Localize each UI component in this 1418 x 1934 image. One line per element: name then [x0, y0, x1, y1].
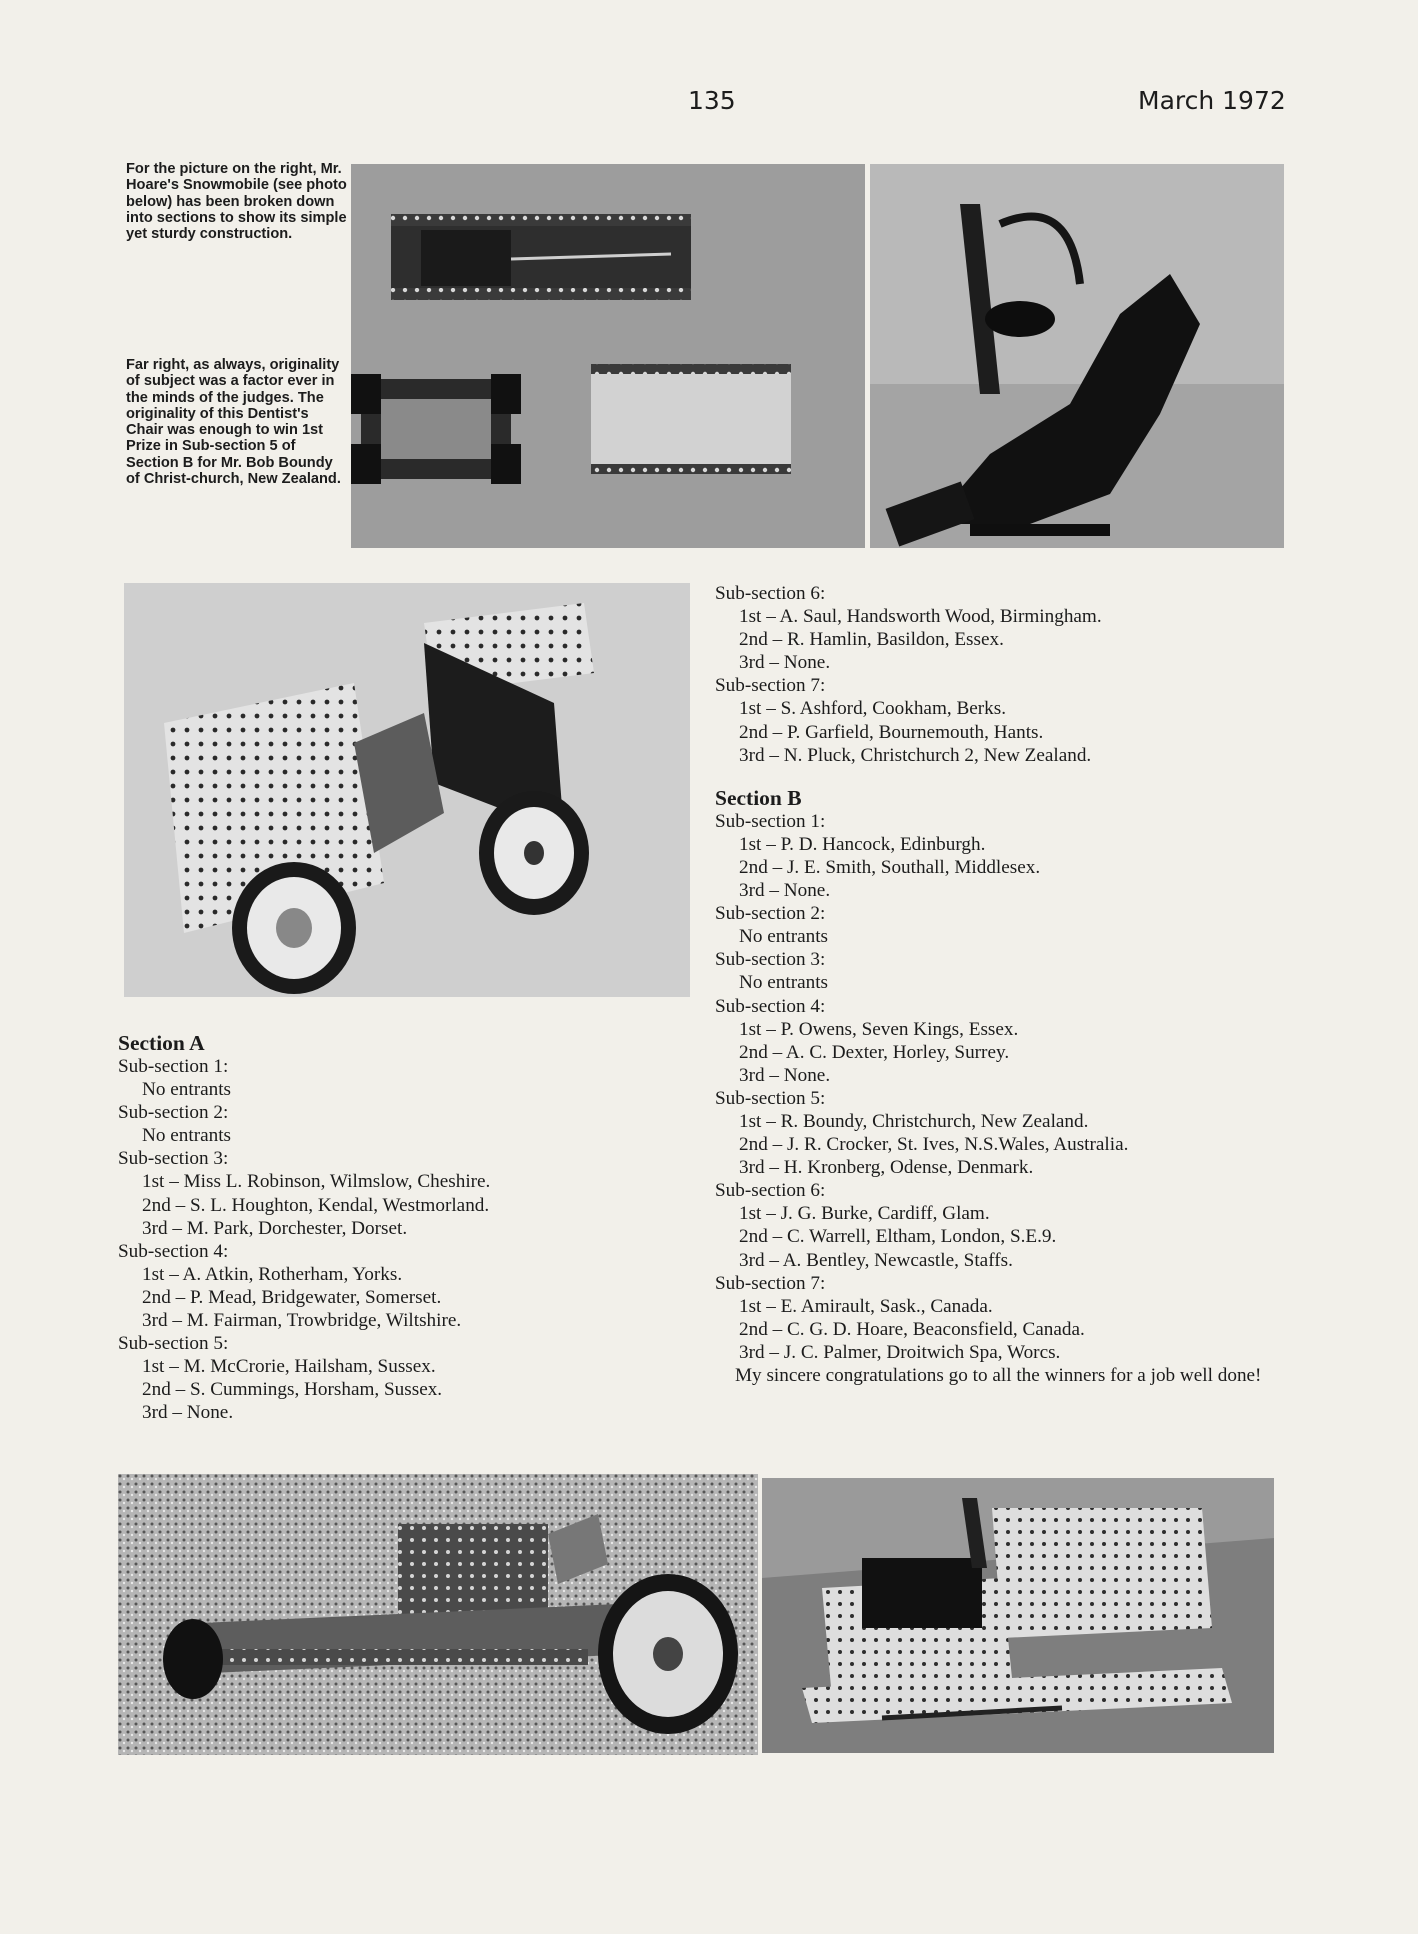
sub-section-label: Sub-section 2:: [118, 1102, 229, 1124]
entry-line: 3rd – N. Pluck, Christchurch 2, New Zealand.: [739, 744, 1092, 766]
page-number: 135: [688, 86, 736, 115]
entry-line: 3rd – None.: [739, 1064, 831, 1086]
issue-date: March 1972: [1138, 86, 1286, 115]
entry-line: 3rd – None.: [739, 652, 831, 674]
snowmobile-sections-photo: [351, 164, 865, 548]
entry-line: 2nd – J. E. Smith, Southall, Middlesex.: [739, 856, 1041, 878]
entry-line: 2nd – J. R. Crocker, St. Ives, N.S.Wales, Australia.: [739, 1134, 1129, 1156]
entry-line: 1st – P. Owens, Seven Kings, Essex.: [739, 1018, 1019, 1040]
section-a-title: Section A: [118, 1031, 205, 1055]
photo-caption-snowmobile: For the picture on the right, Mr. Hoare's Snowmobile (see photo below) has been broken down into sections to show its simple yet sturdy construction.: [126, 161, 347, 243]
sub-section-label: Sub-section 1:: [715, 810, 826, 832]
photo-caption-dentist-chair: Far right, as always, originality of subject was a factor ever in the minds of the judges. The originality of this Dentist's Chair was enough to win 1st Prize in Sub-section 5 of Section B for Mr. Bob Boundy of Christ-church, New Zealand.: [126, 357, 341, 488]
entry-line: No entrants: [739, 926, 828, 948]
entry-line: 1st – M. McCrorie, Hailsham, Sussex.: [142, 1356, 436, 1378]
section-b-title: Section B: [715, 785, 802, 810]
sub-section-label: Sub-section 1:: [118, 1056, 229, 1077]
entry-line: 3rd – J. C. Palmer, Droitwich Spa, Worcs.: [739, 1341, 1061, 1363]
sub-section-label: Sub-section 7:: [715, 675, 826, 697]
entry-line: 1st – A. Atkin, Rotherham, Yorks.: [142, 1263, 403, 1285]
entry-line: 3rd – H. Kronberg, Odense, Denmark.: [739, 1157, 1034, 1179]
entry-line: 2nd – C. Warrell, Eltham, London, S.E.9.: [739, 1226, 1057, 1248]
sub-section-label: Sub-section 7:: [715, 1272, 826, 1294]
sub-section-label: Sub-section 4:: [118, 1240, 229, 1262]
entry-line: 1st – J. G. Burke, Cardiff, Glam.: [739, 1203, 990, 1225]
closing-remark: My sincere congratulations go to all the winners for a job well done!: [735, 1365, 1262, 1386]
sub-section-label: Sub-section 2:: [715, 903, 826, 925]
entry-line: No entrants: [142, 1125, 231, 1147]
entry-line: 2nd – P. Garfield, Bournemouth, Hants.: [739, 721, 1044, 743]
entry-line: 3rd – M. Park, Dorchester, Dorset.: [142, 1217, 408, 1239]
entry-line: 1st – S. Ashford, Cookham, Berks.: [739, 698, 1007, 720]
gravel-vehicle-photo: [118, 1474, 758, 1755]
dentist-chair-photo: [870, 164, 1284, 548]
entry-line: 1st – A. Saul, Handsworth Wood, Birmingham.: [739, 606, 1102, 628]
entry-line: 1st – R. Boundy, Christchurch, New Zealand.: [739, 1110, 1089, 1132]
entry-line: 2nd – S. Cummings, Horsham, Sussex.: [142, 1379, 443, 1401]
snowmobile-photo: [762, 1478, 1274, 1753]
entry-line: 3rd – A. Bentley, Newcastle, Staffs.: [739, 1249, 1013, 1271]
sub-section-label: Sub-section 6:: [715, 1180, 826, 1202]
entry-line: 2nd – S. L. Houghton, Kendal, Westmorland.: [142, 1194, 490, 1216]
sub-section-label: Sub-section 3:: [715, 949, 826, 971]
sub-section-label: Sub-section 5:: [118, 1333, 229, 1355]
entry-line: No entrants: [142, 1079, 231, 1101]
entry-line: 3rd – None.: [142, 1402, 234, 1424]
entry-line: 2nd – R. Hamlin, Basildon, Essex.: [739, 629, 1004, 651]
section-b-results: [715, 582, 1295, 1387]
entry-line: 1st – Miss L. Robinson, Wilmslow, Cheshire.: [142, 1171, 491, 1193]
entry-line: 3rd – M. Fairman, Trowbridge, Wiltshire.: [142, 1310, 462, 1332]
tractor-model-photo: [124, 583, 690, 997]
entry-line: 2nd – C. G. D. Hoare, Beaconsfield, Canada.: [739, 1318, 1085, 1340]
entry-line: No entrants: [739, 972, 828, 994]
entry-line: 1st – P. D. Hancock, Edinburgh.: [739, 833, 986, 855]
entry-line: 1st – E. Amirault, Sask., Canada.: [739, 1295, 993, 1317]
entry-line: 3rd – None.: [739, 880, 831, 902]
sub-section-label: Sub-section 6:: [715, 583, 826, 604]
sub-section-label: Sub-section 4:: [715, 995, 826, 1017]
sub-section-label: Sub-section 5:: [715, 1087, 826, 1109]
entry-line: 2nd – A. C. Dexter, Horley, Surrey.: [739, 1041, 1010, 1063]
sub-section-label: Sub-section 3:: [118, 1148, 229, 1170]
section-a-results: [118, 1031, 638, 1425]
entry-line: 2nd – P. Mead, Bridgewater, Somerset.: [142, 1286, 442, 1308]
